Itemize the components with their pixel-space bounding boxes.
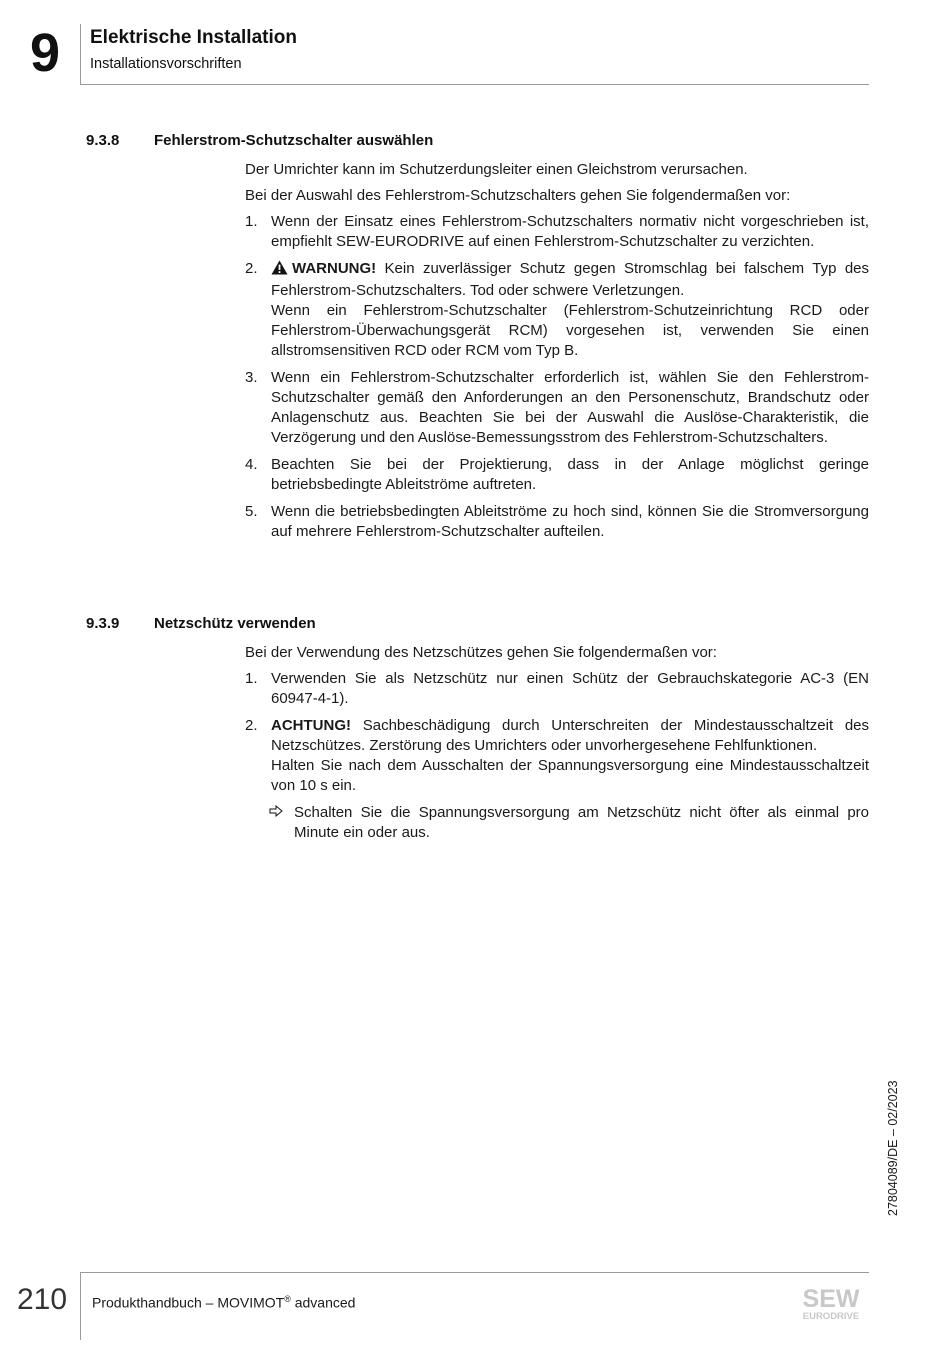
list-item bbox=[245, 716, 869, 796]
step-text: Beachten Sie bei der Projektierung, dass in der Anlage möglichst geringe betriebsbedingte Ableitströme auftreten. bbox=[271, 456, 869, 493]
list-item bbox=[245, 259, 869, 361]
step-number: 1. bbox=[245, 670, 258, 687]
section-939-number: 9.3.9 bbox=[86, 615, 120, 632]
step-number: 1. bbox=[245, 213, 258, 230]
section-939-steps bbox=[245, 669, 869, 796]
caution-signal-word: ACHTUNG! bbox=[271, 717, 351, 734]
list-item bbox=[245, 212, 869, 252]
step-text: Kein zuverlässiger Schutz gegen Stromschlag bei falschem Typ des Fehlerstrom-Schutzschalters. Tod oder schwere Verletzungen. bbox=[271, 260, 870, 299]
step-text: Verwenden Sie als Netzschütz nur einen Schütz der Gebrauchskategorie AC-3 (EN 60947-4-1). bbox=[271, 670, 869, 707]
section-939-body bbox=[245, 643, 869, 843]
section-938-title: Fehlerstrom-Schutzschalter auswählen bbox=[154, 132, 434, 149]
list-item bbox=[245, 368, 869, 448]
document-code: 27804089/DE – 02/2023 bbox=[886, 1080, 900, 1216]
step-text: Wenn der Einsatz eines Fehlerstrom-Schutzschalters normativ nicht vorgeschrieben ist, empfiehlt SEW-EURODRIVE auf einen Fehlerstrom-Schutzschalter zu verzichten. bbox=[271, 213, 869, 250]
footer-divider-horizontal bbox=[80, 1272, 869, 1273]
section-938-intro-2: Bei der Auswahl des Fehlerstrom-Schutzschalters gehen Sie folgendermaßen vor: bbox=[245, 187, 791, 204]
chapter-subtitle: Installationsvorschriften bbox=[90, 56, 242, 72]
list-item bbox=[245, 502, 869, 542]
logo-bottom-text: EURODRIVE bbox=[802, 1311, 860, 1321]
registered-mark: ® bbox=[284, 1294, 291, 1304]
step-caution-line bbox=[271, 716, 869, 756]
warning-signal-word: WARNUNG! bbox=[292, 260, 377, 277]
list-item bbox=[245, 455, 869, 495]
step-text: Wenn ein Fehlerstrom-Schutzschalter erforderlich ist, wählen Sie den Fehlerstrom-Schutzschalter gemäß den Anforderungen an den Personenschutz, Brandschutz oder Anlagenschutz aus. Beachten Sie bei der Auswahl die Auslöse-Charakteristik, die Verzögerung und den Auslöse-Bemessungsstrom des Fehlerstrom-Schutzschalters. bbox=[271, 369, 869, 446]
section-938-steps bbox=[245, 212, 869, 542]
step-text-secondary: Wenn ein Fehlerstrom-Schutzschalter (Fehlerstrom-Schutzeinrichtung RCD oder Fehlerstrom-Überwachungsgerät RCM) vorgesehen ist, verwenden Sie einen allstromsensitiven RCD oder RCM vom Typ B. bbox=[271, 302, 869, 359]
arrow-result-icon bbox=[269, 803, 283, 823]
header-divider-horizontal bbox=[80, 84, 869, 85]
step-number: 3. bbox=[245, 369, 258, 386]
result-note bbox=[245, 803, 869, 843]
step-number: 2. bbox=[245, 260, 258, 277]
footer-title-text: Produkthandbuch – MOVIMOT bbox=[92, 1294, 285, 1311]
footer-document-title bbox=[92, 1294, 355, 1311]
list-item bbox=[245, 669, 869, 709]
header-divider-vertical bbox=[80, 24, 81, 84]
section-938-body bbox=[245, 160, 869, 549]
chapter-number: 9 bbox=[29, 23, 61, 83]
section-938-intro-1: Der Umrichter kann im Schutzerdungsleiter einen Gleichstrom verursachen. bbox=[245, 161, 748, 178]
step-warning-line bbox=[271, 259, 869, 301]
step-text: Sachbeschädigung durch Unterschreiten der Mindestausschaltzeit des Netzschützes. Zerstörung des Umrichters oder unvorhergesehene Fehlfunktionen. bbox=[271, 717, 870, 754]
warning-triangle-icon bbox=[271, 260, 288, 281]
section-938-number: 9.3.8 bbox=[86, 132, 120, 149]
footer-divider-vertical bbox=[80, 1272, 81, 1340]
chapter-title: Elektrische Installation bbox=[90, 27, 297, 48]
step-text-secondary: Halten Sie nach dem Ausschalten der Spannungsversorgung eine Mindestausschaltzeit von 10 s ein. bbox=[271, 757, 869, 794]
section-939-title: Netzschütz verwenden bbox=[154, 615, 316, 632]
step-number: 4. bbox=[245, 456, 258, 473]
page-number: 210 bbox=[17, 1283, 68, 1316]
result-text: Schalten Sie die Spannungsversorgung am Netzschütz nicht öfter als einmal pro Minute ein oder aus. bbox=[294, 804, 869, 841]
step-number: 5. bbox=[245, 503, 258, 520]
step-text: Wenn die betriebsbedingten Ableitströme zu hoch sind, können Sie die Stromversorgung auf mehrere Fehlerstrom-Schutzschalter aufteilen. bbox=[271, 503, 869, 540]
footer-title-suffix: advanced bbox=[290, 1294, 356, 1311]
sew-eurodrive-logo bbox=[792, 1285, 870, 1321]
section-939-intro: Bei der Verwendung des Netzschützes gehen Sie folgendermaßen vor: bbox=[245, 644, 717, 661]
step-number: 2. bbox=[245, 717, 258, 734]
logo-top-text: SEW bbox=[802, 1285, 860, 1313]
